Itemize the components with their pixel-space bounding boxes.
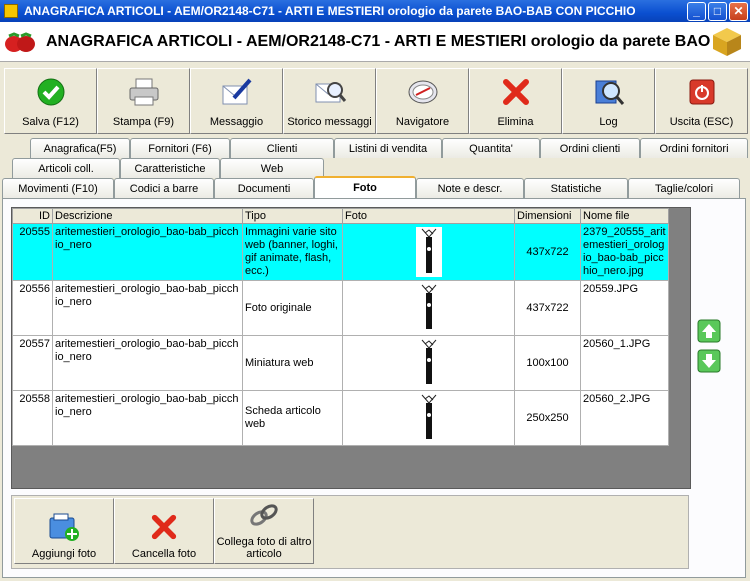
col-header-dimensioni[interactable]: Dimensioni <box>515 209 581 224</box>
table-row[interactable] <box>13 281 669 336</box>
tab-listini[interactable]: Listini di vendita <box>334 138 442 158</box>
message-button[interactable] <box>190 68 283 134</box>
table-row[interactable] <box>13 391 669 446</box>
clock-thumbnail-icon <box>416 227 442 277</box>
minimize-button[interactable]: _ <box>687 2 706 21</box>
cell-dim: 437x722 <box>515 224 581 281</box>
tab-foto[interactable]: Foto <box>314 176 416 198</box>
navigator-button[interactable] <box>376 68 469 134</box>
tab-caratteristiche[interactable]: Caratteristiche <box>120 158 220 178</box>
printer-icon <box>127 77 161 107</box>
strawberry-logo-icon <box>0 22 40 62</box>
reorder-controls <box>697 319 721 379</box>
add-photo-button[interactable] <box>14 498 114 564</box>
tab-ordini-fornitori[interactable]: Ordini fornitori <box>640 138 748 158</box>
cell-foto <box>343 391 515 446</box>
cell-file: 2379_20555_aritemestieri_orologio_bao-bab_picchio_nero.jpg <box>581 224 669 281</box>
page-title: ANAGRAFICA ARTICOLI - AEM/OR2148-C71 - ARTI E MESTIERI orologio da parete BAO <box>46 32 710 50</box>
cell-desc: aritemestieri_orologio_bao-bab_picchio_nero <box>53 224 243 281</box>
navigator-label: Navigatore <box>395 116 450 128</box>
cell-dim: 100x100 <box>515 336 581 391</box>
delete-photo-label: Cancella foto <box>131 548 197 560</box>
photo-grid <box>11 207 691 489</box>
clock-thumbnail-icon <box>416 283 442 333</box>
cell-desc: aritemestieri_orologio_bao-bab_picchio_nero <box>53 281 243 336</box>
arrow-down-icon[interactable] <box>697 349 721 373</box>
cell-tipo: Miniatura web <box>243 336 343 391</box>
cell-tipo: Immagini varie sito web (banner, loghi, gif animate, flash, ecc.) <box>243 224 343 281</box>
clock-thumbnail-icon <box>416 393 442 443</box>
col-header-id[interactable]: ID <box>13 209 53 224</box>
cell-id: 20557 <box>13 336 53 391</box>
log-label: Log <box>599 116 618 128</box>
clock-thumbnail-icon <box>416 338 442 388</box>
link-photo-button[interactable] <box>214 498 314 564</box>
print-label: Stampa (F9) <box>112 116 175 128</box>
tab-codici-a-barre[interactable]: Codici a barre <box>114 178 214 198</box>
magnifier-letter-icon <box>313 76 347 108</box>
tab-statistiche[interactable]: Statistiche <box>524 178 628 198</box>
cell-foto <box>343 281 515 336</box>
cell-desc: aritemestieri_orologio_bao-bab_picchio_nero <box>53 336 243 391</box>
power-icon <box>689 79 715 105</box>
add-photo-icon <box>48 512 80 542</box>
window-title: ANAGRAFICA ARTICOLI - AEM/OR2148-C71 - ARTI E MESTIERI orologio da parete BAO-BAB CON PICCHIO <box>24 4 636 18</box>
col-header-tipo[interactable]: Tipo <box>243 209 343 224</box>
delete-label: Elimina <box>497 116 534 128</box>
cell-id: 20558 <box>13 391 53 446</box>
add-photo-label: Aggiungi foto <box>31 548 97 560</box>
message-history-button[interactable] <box>283 68 376 134</box>
app-icon <box>4 4 18 18</box>
log-button[interactable] <box>562 68 655 134</box>
tab-web[interactable]: Web <box>220 158 324 178</box>
red-x-icon <box>501 77 531 107</box>
tab-anagrafica[interactable]: Anagrafica(F5) <box>30 138 130 158</box>
foto-panel <box>2 198 746 578</box>
cell-dim: 250x250 <box>515 391 581 446</box>
cell-foto <box>343 336 515 391</box>
message-label: Messaggio <box>209 116 264 128</box>
cell-id: 20555 <box>13 224 53 281</box>
save-button[interactable] <box>4 68 97 134</box>
tab-note-descr[interactable]: Note e descr. <box>416 178 524 198</box>
close-button[interactable]: ✕ <box>729 2 748 21</box>
link-photo-label: Collega foto di altro articolo <box>216 536 312 560</box>
exit-button[interactable] <box>655 68 748 134</box>
tab-documenti[interactable]: Documenti <box>214 178 314 198</box>
arrow-up-icon[interactable] <box>697 319 721 343</box>
tab-movimenti[interactable]: Movimenti (F10) <box>2 178 114 198</box>
pen-letter-icon <box>220 76 254 108</box>
table-row[interactable] <box>13 224 669 281</box>
tab-taglie-colori[interactable]: Taglie/colori <box>628 178 740 198</box>
cell-file: 20560_2.JPG <box>581 391 669 446</box>
chain-link-icon <box>248 502 280 528</box>
tab-strip <box>0 138 750 198</box>
maximize-button[interactable]: □ <box>708 2 727 21</box>
red-x-icon <box>150 513 178 541</box>
delete-button[interactable] <box>469 68 562 134</box>
cell-id: 20556 <box>13 281 53 336</box>
cell-dim: 437x722 <box>515 281 581 336</box>
cell-desc: aritemestieri_orologio_bao-bab_picchio_nero <box>53 391 243 446</box>
tab-ordini-clienti[interactable]: Ordini clienti <box>540 138 640 158</box>
delete-photo-button[interactable] <box>114 498 214 564</box>
tab-clienti[interactable]: Clienti <box>230 138 334 158</box>
photo-actions-bar <box>11 495 689 569</box>
cell-tipo: Scheda articolo web <box>243 391 343 446</box>
tab-quantita[interactable]: Quantita' <box>442 138 540 158</box>
col-header-nome-file[interactable]: Nome file <box>581 209 669 224</box>
col-header-foto[interactable]: Foto <box>343 209 515 224</box>
search-book-icon <box>593 77 625 107</box>
save-label: Salva (F12) <box>22 116 79 128</box>
cell-file: 20560_1.JPG <box>581 336 669 391</box>
message-history-label: Storico messaggi <box>287 116 372 128</box>
compass-icon <box>407 78 439 106</box>
cell-tipo: Foto originale <box>243 281 343 336</box>
check-icon <box>36 77 66 107</box>
package-box-icon <box>710 25 744 59</box>
cell-foto <box>343 224 515 281</box>
tab-fornitori[interactable]: Fornitori (F6) <box>130 138 230 158</box>
table-row[interactable] <box>13 336 669 391</box>
title-bar <box>0 0 750 22</box>
tab-articoli-coll[interactable]: Articoli coll. <box>12 158 120 178</box>
exit-label: Uscita (ESC) <box>669 116 734 128</box>
print-button[interactable] <box>97 68 190 134</box>
col-header-descrizione[interactable]: Descrizione <box>53 209 243 224</box>
cell-file: 20559.JPG <box>581 281 669 336</box>
toolbar <box>4 68 750 134</box>
header <box>0 22 750 62</box>
